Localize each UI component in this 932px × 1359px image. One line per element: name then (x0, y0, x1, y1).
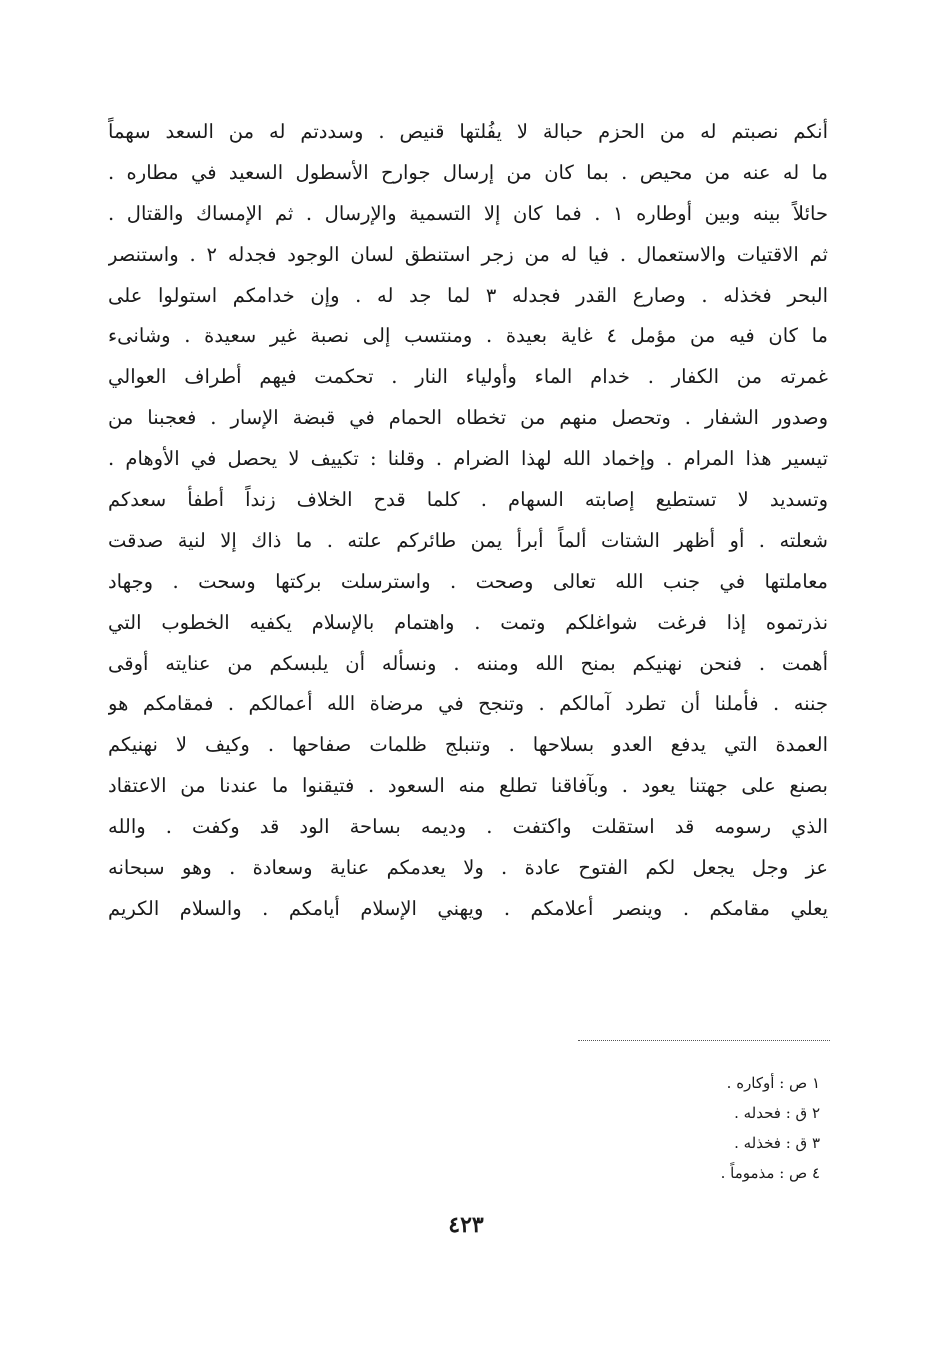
body-line: ما كان فيه من مؤمل ٤ غاية بعيدة . ومنتسب إلى نصبة غير سعيدة . وشانىء (108, 324, 828, 348)
body-line: العمدة التي يدفع العدو بسلاحها . وتنبلج ظلمات صفاحها . وكيف لا نهنيكم (108, 733, 828, 757)
body-line: عز وجل يجعل لكم الفتوح عادة . ولا يعدمكم عناية وسعادة . وهو سبحانه (108, 856, 828, 880)
page-number: ٤٢٣ (448, 1212, 484, 1238)
footnote-item: ٣ ق : فخذله . (734, 1134, 820, 1152)
body-line: الذي رسومه قد استقلت واكتفت . وديمه بساحة الود قد وكفت . والله (108, 815, 828, 839)
body-line: ثم الاقتيات والاستعمال . فيا له من زجر استنطق لسان الوجود فجدله ٢ . واستنصر (108, 242, 828, 266)
footnote-item: ٢ ق : فحدله . (734, 1104, 820, 1122)
footnotes (560, 1068, 820, 1188)
body-line: نذرتموه إذا فرغت شواغلكم وتمت . واهتمام بالإسلام يكفيه الخطوب التي (108, 610, 828, 634)
body-line: غمرته من الكفار . خدام الماء وأولياء النار . تحكمت فيهم أطراف العوالي (108, 365, 828, 389)
footnote-item: ٤ ص : مذموماً . (720, 1164, 820, 1182)
footnote-item: ١ ص : أوكاره . (726, 1074, 820, 1092)
footnote-divider (578, 1040, 830, 1041)
body-line: أهمت . فنحن نهنيكم بمنح الله ومننه . ونسأله أن يلبسكم من عنايته أوقى (108, 651, 828, 675)
body-line: يعلي مقامكم . وينصر أعلامكم . ويهني الإسلام أيامكم . والسلام الكريم (108, 896, 828, 920)
body-line: وصدور الشفار . وتحصل منهم من تخطاه الحمام في قبضة الإسار . فعجبنا من (108, 406, 828, 430)
body-line: شعلته . أو أظهر الشتات ألماً أبرأ يمن طائركم علته . ما ذاك إلا لنية صدقت (108, 528, 828, 552)
body-line: جننه . فأملنا أن تطرد آمالكم . وتنجح في مرضاة الله أعمالكم . فمقامكم هو (108, 692, 828, 716)
body-line: بصنع على جهتنا يعود . وبآفاقنا تطلع منه السعود . فتيقنوا ما عندنا من الاعتقاد (108, 774, 828, 798)
body-text (108, 112, 828, 930)
body-line: تيسير هذا المرام . وإخماد الله لهذا الضرام . وقلنا : تكييف لا يحصل في الأوهام . (108, 447, 828, 471)
body-line: حائلاً بينه وبين أوطاره ١ . فما كان إلا التسمية والإرسال . ثم الإمساك والقتال . (108, 201, 828, 225)
body-line: معاملتها في جنب الله تعالى وصحت . واسترسلت بركتها وسحت . وجهاد (108, 569, 828, 593)
body-line: ما له عنه من محيص . بما كان من إرسال جوارح الأسطول السعيد في مطاره . (108, 160, 828, 184)
body-line: أنكم نصبتم له من الحزم حبالة لا يفُلتها قنيص . وسددتم له من السعد سهماً (108, 120, 828, 143)
body-line: البحر فخذله . وصارع القدر فجدله ٣ لما جد له . وإن خدامكم استولوا على (108, 283, 828, 307)
body-line: وتسديد لا تستطيع إصابته السهام . كلما قدح الخلاف زنداً أطفأ سعدكم (108, 488, 828, 512)
